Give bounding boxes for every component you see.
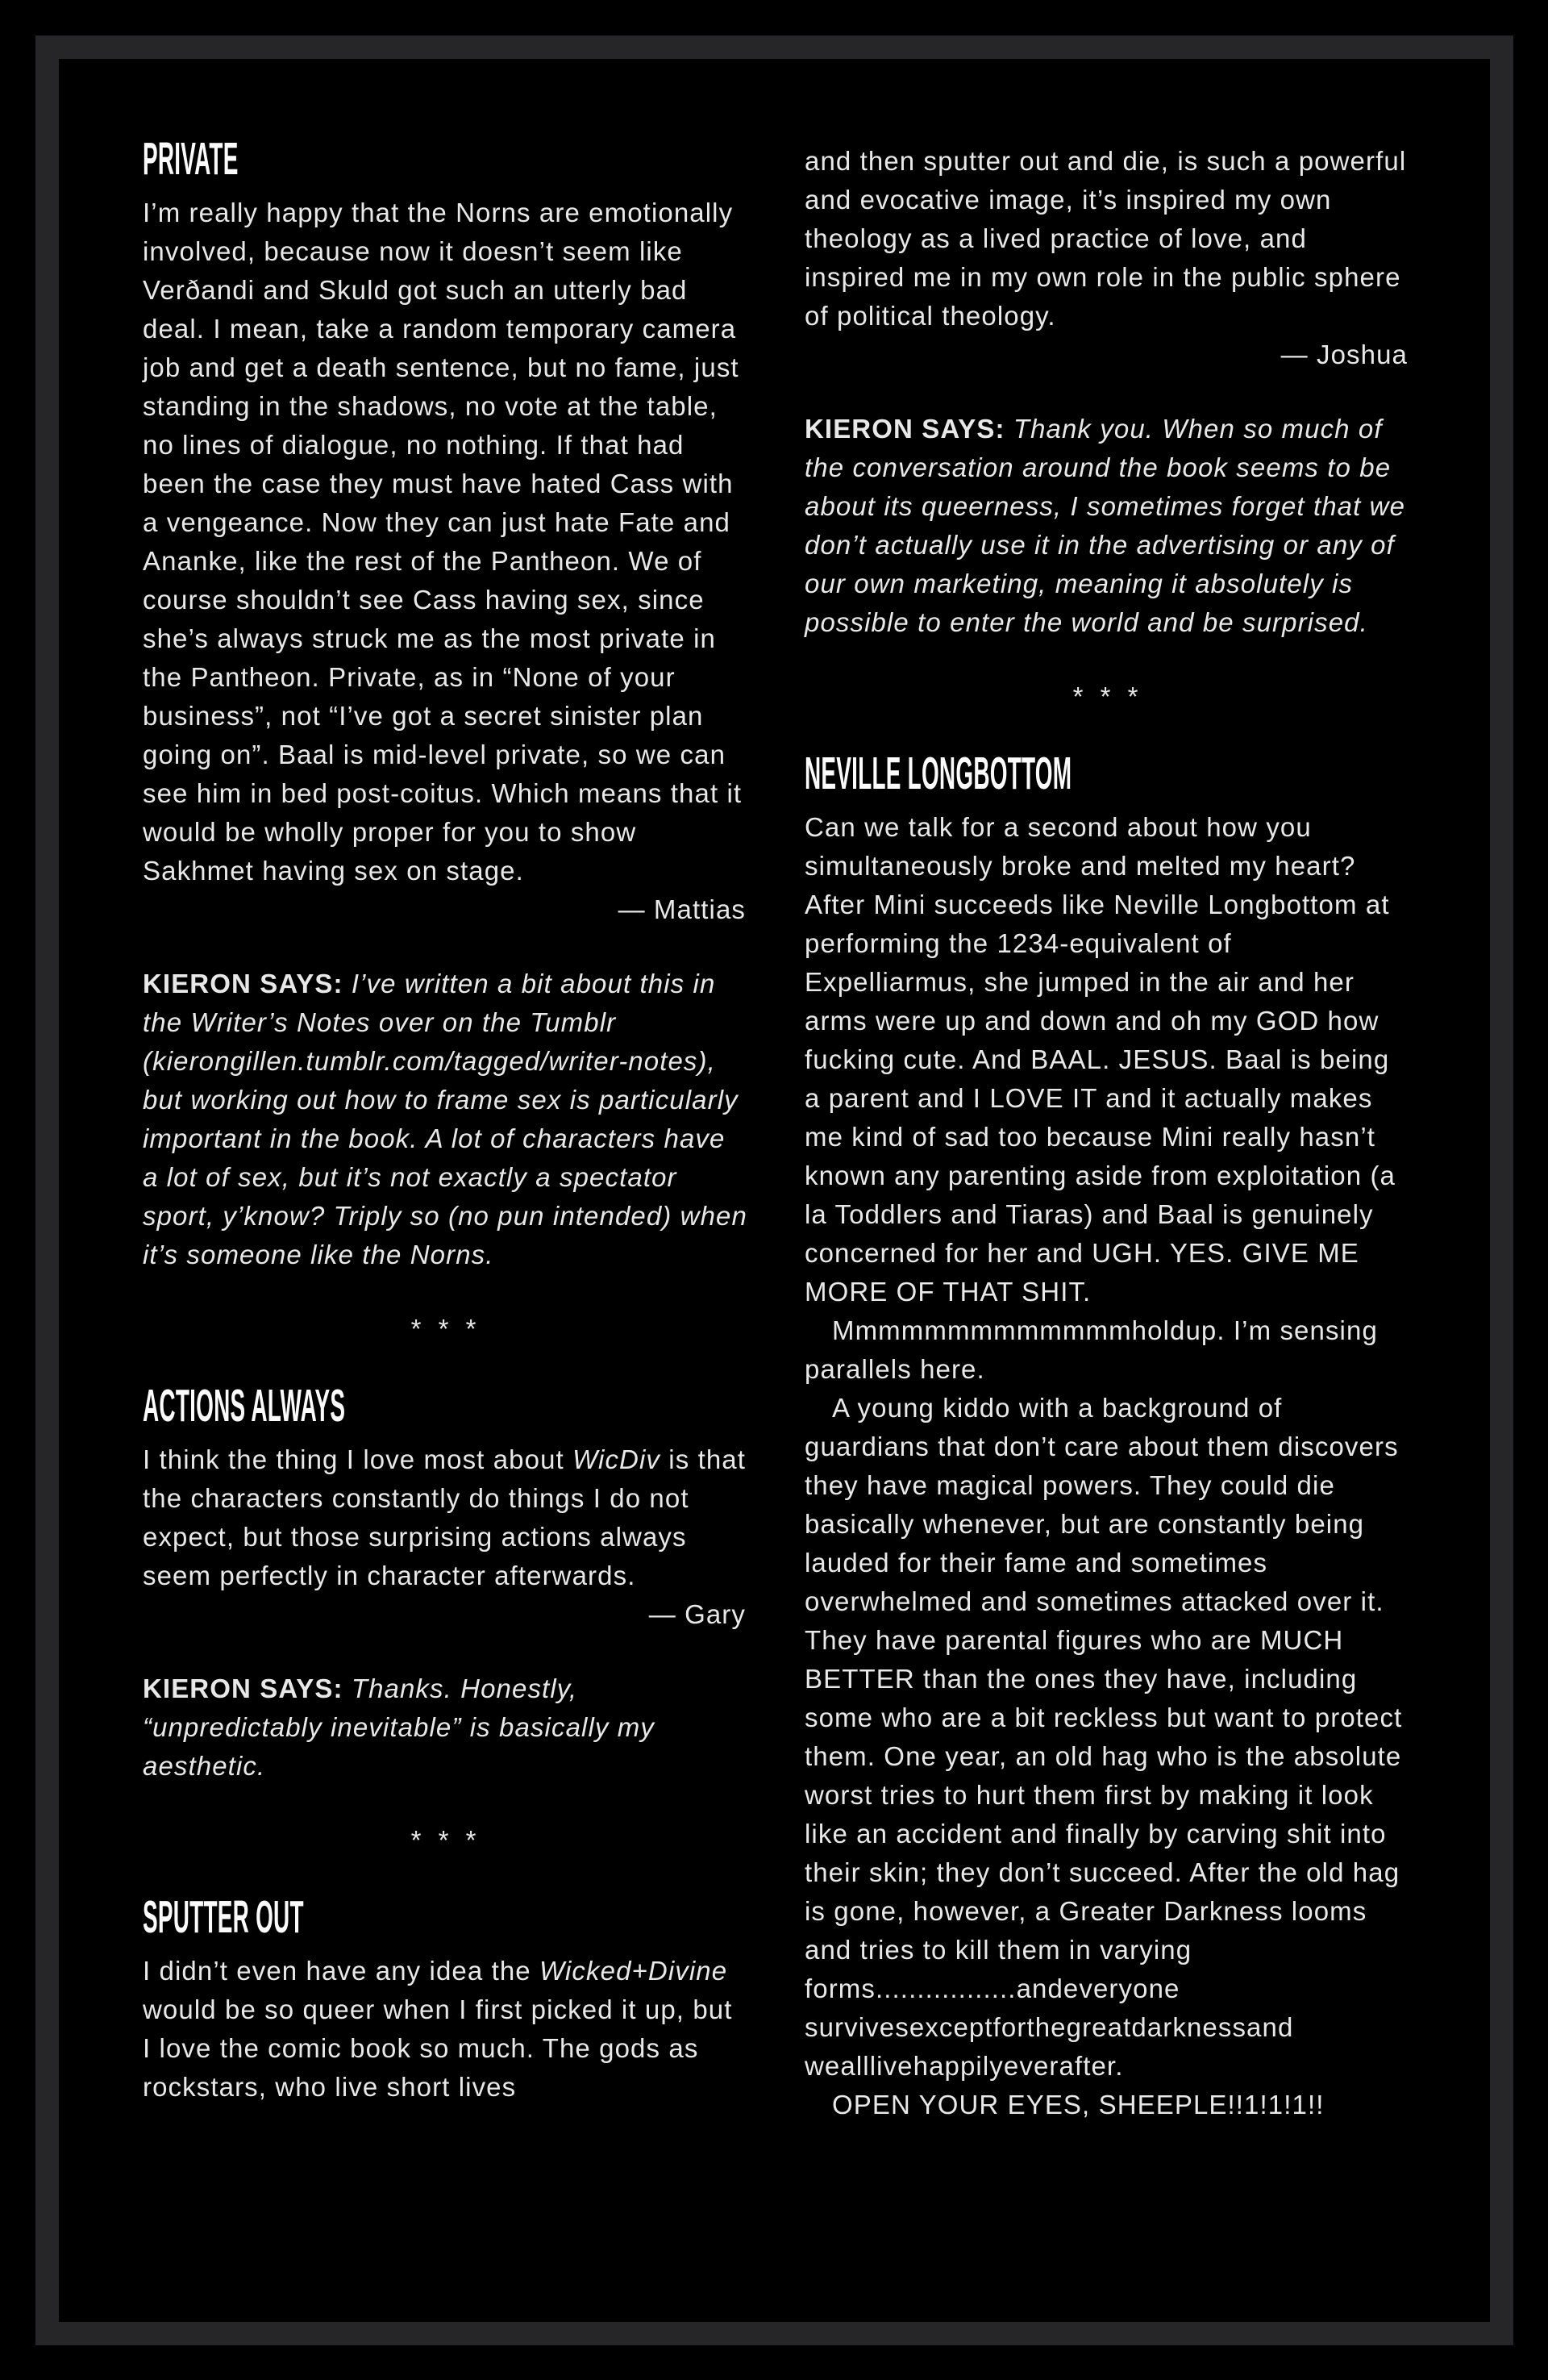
letter-paragraph: I’m really happy that the Norns are emotionally involved, because now it doesn’t seem like Verðandi and Skuld got such an utterly bad deal. I mean, take a random temporary camera job and get a death sentence, but no fame, just standing in the shadows, no vote at the table, no lines of dialogue, no nothing. If that had been the case they must have hated Cass with a vengeance. Now they can just hate Fate and Ananke, like the rest of the Pantheon. We of course shouldn’t see Cass having sex, since she’s always struck me as the most private in the Pantheon. Private, as in “None of your business”, not “I’ve got a secret sinister plan going on”. Baal is mid-level private, so we can see him in bed post-coitus. Which means that it would be wholly proper for you to show Sakhmet having sex on stage. (143, 198, 743, 886)
section-divider: * * * (410, 1314, 481, 1344)
letter-paragraph: A young kiddo with a background of guardians that don’t care about them discovers they have magical powers. They could die basically whenever, but are constantly being lauded for their fame and sometimes overwhelmed and sometimes attacked over it. They have parental figures who are MUCH BETTER than the ones they have, including some who are a bit reckless but want to protect them. One year, an old hag who is the absolute worst tries to hurt them first by making it look like an accident and finally by carving shit into their skin; they don’t succeed. After the old hag is gone, however, a Greater Darkness looms and tries to kill them in varying forms.................andeveryone survivesexceptforthegreatdarknessand wealllivehappilyeverafter. (805, 1393, 1403, 2081)
letters-column-left (143, 133, 749, 2107)
letter-paragraph: I didn’t even have any idea the Wicked+Divine would be so queer when I first picked it up, but I love the comic book so much. The gods as rockstars, who live short lives (143, 1956, 733, 2102)
section-heading (143, 1891, 749, 1945)
letter-signature: — Gary (648, 1599, 746, 1629)
letter-paragraph: and then sputter out and die, is such a powerful and evocative image, it’s inspired my own theology as a lived practice of love, and inspired me in my own role in the public sphere of political theology. (805, 146, 1407, 331)
letter-paragraph: OPEN YOUR EYES, SHEEPLE!!1!1!1!! (832, 2090, 1325, 2119)
section-heading-text: NEVILLE LONGBOTTOM (805, 748, 1072, 799)
section-heading (143, 133, 749, 187)
letter-paragraph: Mmmmmmmmmmmmmholdup. I’m sensing parallels here. (805, 1315, 1378, 1384)
letter-paragraph: Can we talk for a second about how you simultaneously broke and melted my heart? After Mini succeeds like Neville Longbottom at performing the 1234-equivalent of Expelliarmus, she jumped in the air and her arms were up and down and oh my GOD how fucking cute. And BAAL. JESUS. Baal is being a parent and I LOVE IT and it actually makes me kind of sad too because Mini really hasn’t known any parenting aside from exploitation (a la Toddlers and Tiaras) and Baal is genuinely concerned for her and UGH. YES. GIVE ME MORE OF THAT SHIT. (805, 812, 1396, 1307)
letter-signature: — Joshua (1280, 340, 1408, 369)
section-heading-text: SPUTTER OUT (143, 1891, 304, 1943)
section-divider: * * * (410, 1825, 481, 1855)
kieron-response: KIERON SAYS: Thanks. Honestly, “unpredictably inevitable” is basically my aesthetic. (143, 1674, 655, 1781)
section-heading-text: ACTIONS ALWAYS (143, 1380, 346, 1432)
section-heading (805, 748, 1411, 802)
kieron-response: KIERON SAYS: I’ve written a bit about this in the Writer’s Notes over on the Tumblr (kierongillen.tumblr.com/tagged/writer-notes), but working out how to frame sex is particularly important in the book. A lot of characters have a lot of sex, but it’s not exactly a spectator sport, y’know? Triply so (no pun intended) when it’s someone like the Norns. (143, 969, 747, 1269)
section-divider: * * * (1072, 681, 1143, 711)
section-heading (143, 1380, 749, 1434)
letter-signature: — Mattias (618, 894, 746, 924)
section-heading-text: PRIVATE (143, 133, 239, 185)
kieron-response: KIERON SAYS: Thank you. When so much of the conversation around the book seems to be about its queerness, I sometimes forget that we don’t actually use it in the advertising or any of our own marketing, meaning it absolutely is possible to enter the world and be surprised. (805, 414, 1406, 637)
letters-column-right (805, 142, 1411, 2124)
letter-paragraph: I think the thing I love most about WicDiv is that the characters constantly do things I do not expect, but those surprising actions always seem perfectly in character afterwards. (143, 1444, 747, 1590)
